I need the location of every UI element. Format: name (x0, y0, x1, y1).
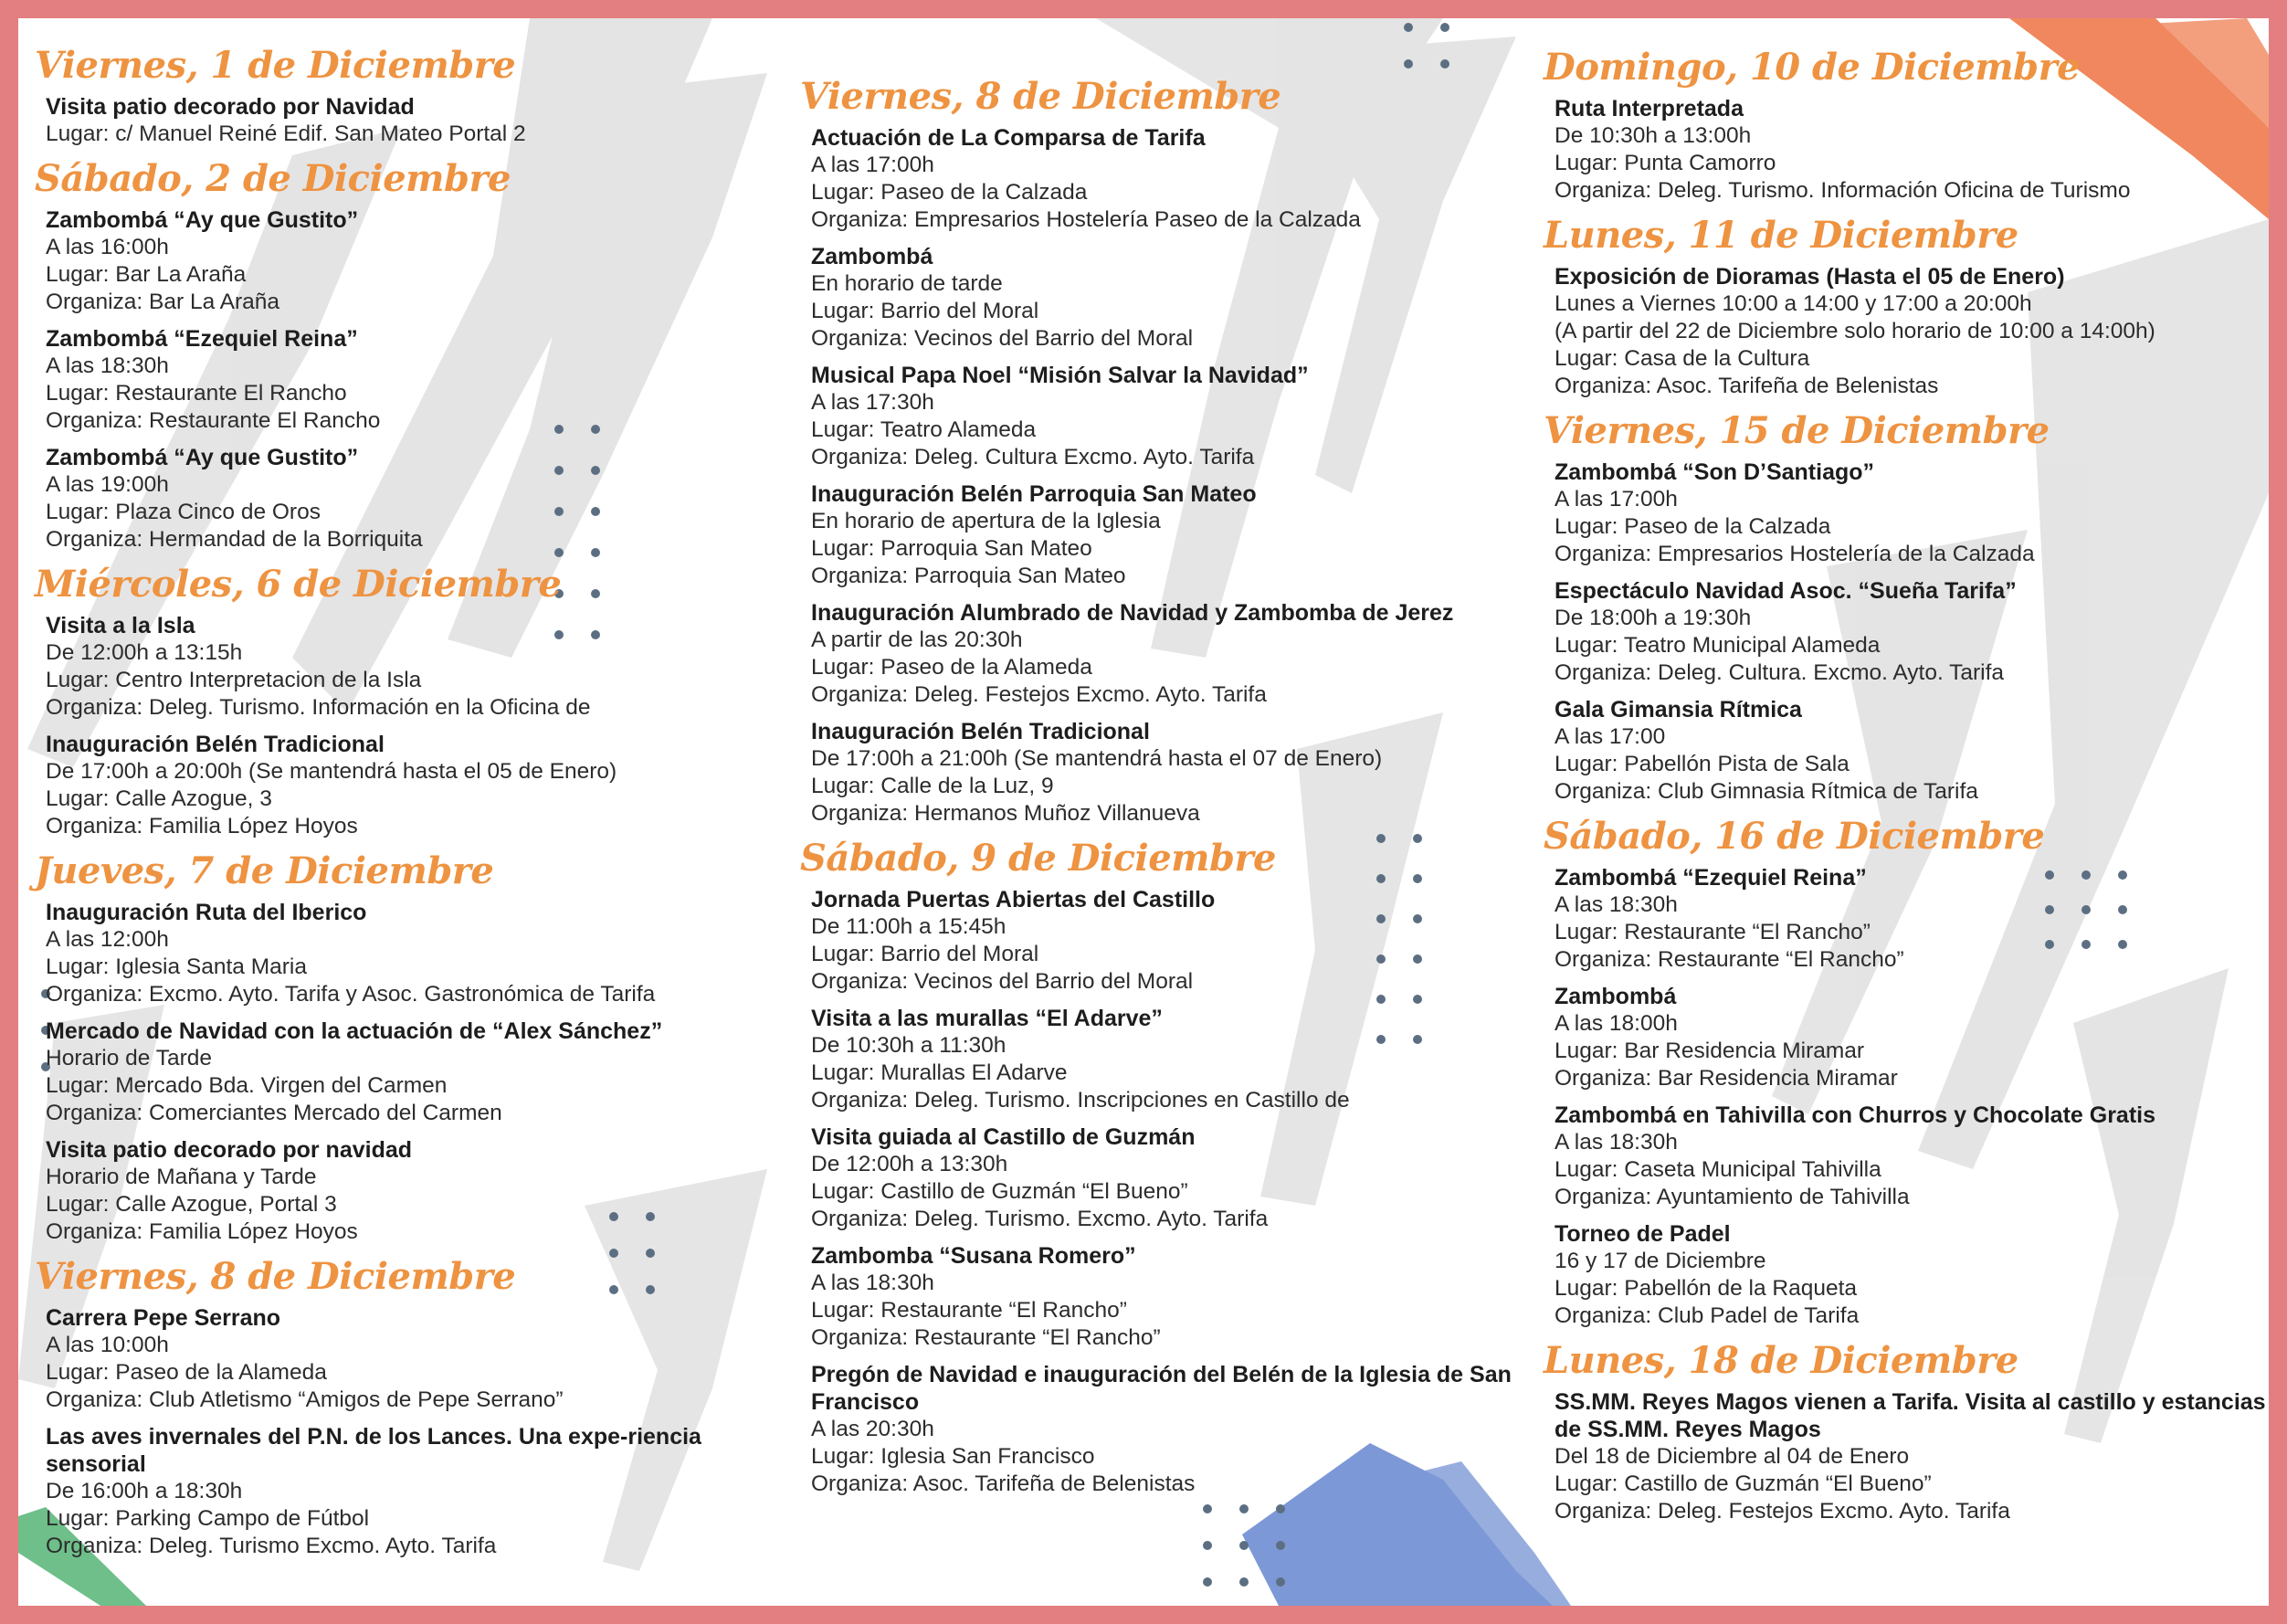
event-title: Zambombá “Ezequiel Reina” (46, 326, 358, 352)
event-detail: A las 17:30h (811, 390, 934, 415)
event-detail: Lugar: Castillo de Guzmán “El Bueno” (811, 1179, 1188, 1204)
event-detail: Organiza: Restaurante “El Rancho” (1555, 947, 1904, 972)
event-detail: A partir de las 20:30h (811, 627, 1023, 652)
event-detail: Organiza: Parroquia San Mateo (811, 564, 1126, 588)
event-title: Actuación de La Comparsa de Tarifa (811, 125, 1206, 151)
event-item (46, 444, 771, 554)
event-detail: Organiza: Asoc. Tarifeña de Belenistas (1555, 374, 1939, 398)
event-detail: Lugar: Bar La Araña (46, 262, 247, 287)
event-item (1555, 459, 2269, 568)
event-detail: A las 17:00 (1555, 724, 1666, 749)
event-detail: A las 16:00h (46, 235, 169, 259)
event-detail: Organiza: Club Gimnasia Rítmica de Tarifa (1555, 779, 1978, 804)
day-heading: Miércoles, 6 de Diciembre (35, 563, 562, 606)
event-title: Zambombá en Tahivilla con Churros y Chocolate Gratis (1555, 1102, 2156, 1128)
event-title: Inauguración Belén Tradicional (46, 732, 385, 757)
event-item (46, 325, 771, 435)
day-heading: Viernes, 8 de Diciembre (800, 75, 1281, 118)
event-detail: Lugar: Paseo de la Calzada (811, 180, 1088, 205)
event-detail: Lugar: Barrio del Moral (811, 942, 1039, 966)
event-title: Zambombá “Ay que Gustito” (46, 445, 359, 470)
event-detail: Organiza: Deleg. Festejos Excmo. Ayto. Tarifa (811, 682, 1267, 707)
event-item (1555, 864, 2269, 974)
event-item (811, 1361, 1536, 1498)
event-detail: A las 17:00h (1555, 487, 1678, 511)
event-detail: Lugar: Barrio del Moral (811, 299, 1039, 323)
event-detail: 16 y 17 de Diciembre (1555, 1249, 1766, 1273)
event-detail: Organiza: Hermandad de la Borriquita (46, 527, 423, 552)
event-detail: Organiza: Asoc. Tarifeña de Belenistas (811, 1471, 1196, 1496)
day-heading: Sábado, 9 de Diciembre (800, 837, 1276, 880)
day-section (35, 157, 771, 554)
event-detail: Lugar: Restaurante “El Rancho” (811, 1298, 1127, 1323)
day-heading: Sábado, 2 de Diciembre (35, 157, 511, 200)
event-detail: Lugar: Paseo de la Calzada (1555, 514, 1831, 539)
event-detail: A las 20:30h (811, 1417, 934, 1441)
event-item (811, 1123, 1536, 1233)
event-detail: Organiza: Familia López Hoyos (46, 814, 358, 838)
event-detail: Organiza: Bar Residencia Miramar (1555, 1066, 1898, 1091)
event-title: Gala Gimansia Rítmica (1555, 697, 1802, 722)
event-title: Visita patio decorado por Navidad (46, 94, 415, 120)
event-detail: Del 18 de Diciembre al 04 de Enero (1555, 1444, 1910, 1469)
event-detail: Lugar: Castillo de Guzmán “El Bueno” (1555, 1471, 1932, 1496)
event-title: Zambombá “Son D’Santiago” (1555, 459, 1875, 485)
event-title: Inauguración Alumbrado de Navidad y Zambomba de Jerez (811, 600, 1454, 626)
event-item (46, 1304, 771, 1414)
event-detail: Lugar: Restaurante El Rancho (46, 381, 347, 406)
event-detail: Organiza: Deleg. Festejos Excmo. Ayto. Tarifa (1555, 1499, 2010, 1524)
event-detail: Lugar: Teatro Municipal Alameda (1555, 633, 1881, 658)
event-detail: De 12:00h a 13:15h (46, 640, 243, 665)
event-title: Espectáculo Navidad Asoc. “Sueña Tarifa” (1555, 578, 2017, 604)
event-item (1555, 696, 2269, 806)
event-detail: Organiza: Empresarios Hostelería de la Calzada (1555, 542, 2035, 566)
event-detail: Organiza: Restaurante El Rancho (46, 408, 381, 433)
event-detail: Lugar: Plaza Cinco de Oros (46, 500, 321, 524)
day-section (1544, 46, 2269, 205)
event-detail: A las 19:00h (46, 472, 169, 497)
day-section (35, 563, 771, 840)
event-detail: A las 18:30h (46, 353, 169, 378)
event-item (811, 480, 1536, 590)
day-section (35, 1255, 771, 1560)
event-detail: A las 18:30h (1555, 892, 1678, 917)
event-item (1555, 263, 2269, 400)
event-detail: Lugar: Teatro Alameda (811, 417, 1037, 442)
event-detail: Lugar: Punta Camorro (1555, 151, 1776, 175)
event-detail: De 11:00h a 15:45h (811, 914, 1006, 939)
event-detail: Organiza: Restaurante “El Rancho” (811, 1325, 1161, 1350)
event-detail: En horario de apertura de la Iglesia (811, 509, 1161, 533)
day-heading: Lunes, 18 de Diciembre (1544, 1339, 2018, 1382)
event-detail: Organiza: Bar La Araña (46, 290, 280, 314)
day-section (800, 837, 1536, 1498)
day-section (35, 44, 771, 148)
event-item (811, 718, 1536, 828)
column-3 (1544, 46, 2269, 1534)
column-1 (35, 44, 771, 1569)
event-item (811, 599, 1536, 709)
event-detail: A las 18:00h (1555, 1011, 1678, 1036)
event-detail: Lugar: Restaurante “El Rancho” (1555, 920, 1871, 944)
day-heading: Jueves, 7 de Diciembre (35, 849, 494, 892)
event-detail: Horario de Tarde (46, 1046, 213, 1070)
event-title: SS.MM. Reyes Magos vienen a Tarifa. Visita al castillo y estancias de SS.MM. Reyes Magos (1555, 1389, 2266, 1442)
event-detail: Organiza: Vecinos del Barrio del Moral (811, 969, 1194, 994)
day-section (1544, 815, 2269, 1330)
event-detail: Lugar: Murallas El Adarve (811, 1060, 1068, 1085)
event-item (1555, 983, 2269, 1092)
event-detail: Lugar: Bar Residencia Miramar (1555, 1039, 1865, 1063)
event-detail: A las 18:30h (811, 1271, 934, 1295)
event-title: Jornada Puertas Abiertas del Castillo (811, 887, 1216, 912)
event-detail: Lugar: Calle de la Luz, 9 (811, 774, 1054, 798)
day-section (1544, 1339, 2269, 1525)
day-section (800, 75, 1536, 828)
day-section (1544, 409, 2269, 806)
day-heading: Sábado, 16 de Diciembre (1544, 815, 2045, 858)
event-detail: De 16:00h a 18:30h (46, 1479, 243, 1503)
event-detail: A las 10:00h (46, 1333, 169, 1357)
event-detail: Organiza: Deleg. Cultura. Excmo. Ayto. Tarifa (1555, 660, 2005, 685)
column-2 (800, 75, 1536, 1507)
event-detail: Organiza: Empresarios Hostelería Paseo de la Calzada (811, 207, 1361, 232)
day-section (1544, 214, 2269, 400)
event-title: Visita patio decorado por navidad (46, 1137, 413, 1163)
event-detail: De 10:30h a 11:30h (811, 1033, 1006, 1058)
event-item (811, 362, 1536, 471)
event-title: Carrera Pepe Serrano (46, 1305, 281, 1331)
event-title: Mercado de Navidad con la actuación de “Alex Sánchez” (46, 1018, 663, 1044)
event-item (811, 124, 1536, 234)
event-item (46, 206, 771, 316)
event-detail: De 17:00h a 20:00h (Se mantendrá hasta el 05 de Enero) (46, 759, 617, 784)
event-detail: Lugar: Iglesia Santa Maria (46, 954, 307, 979)
event-title: Inauguración Belén Tradicional (811, 719, 1150, 744)
event-detail: Lugar: Calle Azogue, 3 (46, 786, 272, 811)
event-title: Visita a las murallas “El Adarve” (811, 1006, 1163, 1031)
event-item (46, 1136, 771, 1246)
event-detail: A las 17:00h (811, 153, 934, 177)
event-title: Inauguración Belén Parroquia San Mateo (811, 481, 1257, 507)
event-detail: Lugar: Casa de la Cultura (1555, 346, 1810, 371)
event-detail: Lugar: c/ Manuel Reiné Edif. San Mateo Portal 2 (46, 121, 526, 146)
event-detail: Lugar: Pabellón de la Raqueta (1555, 1276, 1858, 1301)
event-detail: De 17:00h a 21:00h (Se mantendrá hasta el 07 de Enero) (811, 746, 1383, 771)
event-detail: De 12:00h a 13:30h (811, 1152, 1008, 1176)
event-detail: Organiza: Deleg. Turismo. Excmo. Ayto. Tarifa (811, 1207, 1269, 1231)
event-title: Zambombá (1555, 984, 1677, 1009)
event-title: Musical Papa Noel “Misión Salvar la Navidad” (811, 363, 1309, 388)
event-detail: Lugar: Paseo de la Alameda (811, 655, 1092, 680)
event-detail: Organiza: Deleg. Turismo Excmo. Ayto. Tarifa (46, 1534, 497, 1558)
event-detail: (A partir del 22 de Diciembre solo horario de 10:00 a 14:00h) (1555, 319, 2155, 343)
event-detail: Lugar: Parroquia San Mateo (811, 536, 1092, 561)
event-detail: Organiza: Comerciantes Mercado del Carmen (46, 1101, 502, 1125)
event-title: Zambombá (811, 244, 933, 269)
event-detail: Lugar: Calle Azogue, Portal 3 (46, 1192, 337, 1217)
event-detail: A las 18:30h (1555, 1130, 1678, 1155)
event-detail: Lugar: Caseta Municipal Tahivilla (1555, 1157, 1881, 1182)
event-item (1555, 1220, 2269, 1330)
event-title: Zambombá “Ay que Gustito” (46, 207, 359, 233)
event-item (1555, 577, 2269, 687)
event-title: Visita a la Isla (46, 613, 195, 638)
event-title: Ruta Interpretada (1555, 96, 1744, 121)
event-title: Torneo de Padel (1555, 1221, 1731, 1247)
program-sheet (18, 18, 2269, 1606)
day-heading: Viernes, 1 de Diciembre (35, 44, 516, 87)
event-detail: Lugar: Mercado Bda. Virgen del Carmen (46, 1073, 448, 1098)
event-title: Las aves invernales del P.N. de los Lances. Una expe-riencia sensorial (46, 1424, 701, 1477)
day-heading: Viernes, 8 de Diciembre (35, 1255, 516, 1298)
event-detail: En horario de tarde (811, 271, 1003, 296)
event-detail: Organiza: Vecinos del Barrio del Moral (811, 326, 1194, 351)
day-heading: Domingo, 10 de Diciembre (1544, 46, 2081, 89)
event-detail: Lugar: Centro Interpretacion de la Isla (46, 668, 422, 692)
event-detail: Lugar: Paseo de la Alameda (46, 1360, 327, 1385)
event-item (1555, 1102, 2269, 1211)
event-item (46, 899, 771, 1008)
day-heading: Viernes, 15 de Diciembre (1544, 409, 2050, 452)
event-item (811, 1242, 1536, 1352)
event-detail: Lunes a Viernes 10:00 a 14:00 y 17:00 a 20:00h (1555, 291, 2032, 316)
event-detail: A las 12:00h (46, 927, 169, 952)
event-title: Inauguración Ruta del Iberico (46, 900, 367, 925)
event-title: Zambombá “Ezequiel Reina” (1555, 865, 1867, 891)
event-detail: Organiza: Deleg. Cultura Excmo. Ayto. Tarifa (811, 445, 1255, 469)
event-item (46, 1423, 771, 1560)
event-detail: Organiza: Deleg. Turismo. Inscripciones en Castillo de (811, 1088, 1350, 1113)
event-item (811, 1005, 1536, 1114)
event-item (46, 93, 771, 148)
event-detail: De 18:00h a 19:30h (1555, 606, 1752, 630)
event-item (46, 731, 771, 840)
event-detail: Organiza: Club Atletismo “Amigos de Pepe Serrano” (46, 1387, 564, 1412)
event-title: Zambomba “Susana Romero” (811, 1243, 1136, 1269)
event-detail: Organiza: Club Padel de Tarifa (1555, 1303, 1860, 1328)
event-detail: Lugar: Parking Campo de Fútbol (46, 1506, 370, 1531)
event-item (46, 612, 771, 722)
event-detail: Lugar: Pabellón Pista de Sala (1555, 752, 1850, 776)
event-item (1555, 95, 2269, 205)
event-detail: Organiza: Familia López Hoyos (46, 1219, 358, 1244)
event-item (811, 886, 1536, 996)
day-section (35, 849, 771, 1246)
event-detail: Organiza: Deleg. Turismo. Información en la Oficina de (46, 695, 591, 720)
event-detail: Organiza: Deleg. Turismo. Información Oficina de Turismo (1555, 178, 2131, 203)
event-item (811, 243, 1536, 353)
event-title: Exposición de Dioramas (Hasta el 05 de Enero) (1555, 264, 2065, 290)
event-detail: Organiza: Excmo. Ayto. Tarifa y Asoc. Gastronómica de Tarifa (46, 982, 656, 1007)
event-detail: Lugar: Iglesia San Francisco (811, 1444, 1095, 1469)
event-item (46, 1018, 771, 1127)
day-heading: Lunes, 11 de Diciembre (1544, 214, 2018, 257)
event-title: Visita guiada al Castillo de Guzmán (811, 1124, 1196, 1150)
event-detail: Organiza: Hermanos Muñoz Villanueva (811, 801, 1200, 826)
event-detail: Organiza: Ayuntamiento de Tahivilla (1555, 1185, 1910, 1209)
event-detail: De 10:30h a 13:00h (1555, 123, 1752, 148)
event-detail: Horario de Mañana y Tarde (46, 1165, 317, 1189)
event-item (1555, 1388, 2269, 1525)
event-title: Pregón de Navidad e inauguración del Belén de la Iglesia de San Francisco (811, 1362, 1512, 1415)
